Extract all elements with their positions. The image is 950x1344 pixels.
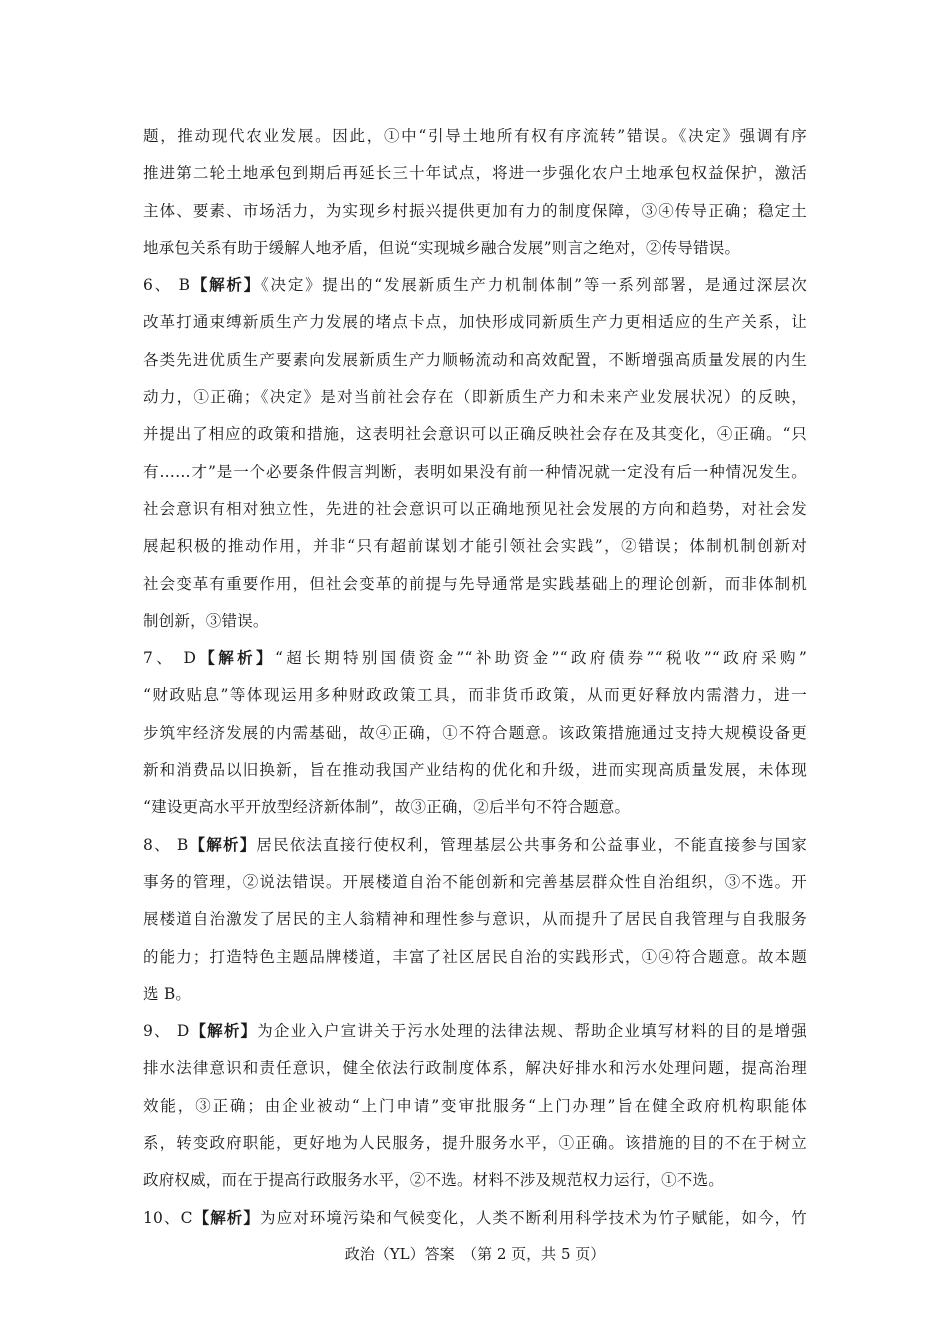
text-line: 排水法律意识和责任意识，健全依法行政制度体系，解决好排水和污水处理问题，提高治理 [143,1059,807,1078]
text-line: 选 B。 [143,984,192,1003]
text-line: 推进第二轮土地承包到期后再延长三十年试点，将进一步强化农户土地承包权益保护，激活 [143,164,807,183]
text-line: 居民依法直接行使权利，管理基层公共事务和公益事业，不能直接参与国家 [256,835,807,854]
analysis-tag: 【解析】 [190,276,261,295]
text-line: 各类先进优质生产要素向发展新质生产力顺畅流动和高效配置，不断增强高质量发展的内生 [143,350,807,369]
analysis-tag: 【解析】 [196,649,275,668]
text-line: 改革打通束缚新质生产力发展的堵点卡点，加快形成同新质生产力更相适应的生产关系，让 [143,313,807,332]
text-line: 《决定》提出的“发展新质生产力机制体制”等一系列部署，是通过深层次 [261,276,807,295]
question-number: 10、C [143,1208,193,1227]
text-line: 题，推动现代农业发展。因此，①中“引导土地所有权有序流转”错误。《决定》强调有序 [143,127,807,145]
question-number: 9、 D [143,1022,190,1041]
text-line: 动力，①正确；《决定》是对当前社会存在（即新质生产力和未来产业发展状况）的反映， [143,388,807,407]
text-line: 主体、要素、市场活力，为实现乡村振兴提供更加有力的制度保障，③④传导正确；稳定土 [143,201,807,220]
answer-body [143,118,807,1237]
text-line: 系，转变政府职能，更好地为人民服务，提升服务水平，①正确。该措施的目的不在于树立 [143,1134,807,1153]
analysis-tag: 【解析】 [188,835,257,854]
text-line: 地承包关系有助于缓解人地矛盾，但说“实现城乡融合发展”则言之绝对，②传导错误。 [143,238,741,257]
text-line: “财政贴息”等体现运用多种财政政策工具，而非货币政策，从而更好释放内需潜力，进一 [143,686,807,705]
question-7-header [143,640,807,677]
page-footer: 政治（YL）答案 （第 2 页，共 5 页） [344,1245,606,1263]
text-line: 的能力；打造特色主题品牌楼道，丰富了社区居民自治的实践形式，①④符合题意。故本题 [143,947,807,966]
text-line: 展起积极的推动作用，并非“只有超前谋划才能引领社会实践”，②错误；体制机制创新对 [143,537,807,556]
text-line: 为企业入户宣讲关于污水处理的法律法规、帮助企业填写材料的目的是增强 [257,1022,807,1041]
text-line: 制创新，③错误。 [143,611,269,630]
question-8-header [143,827,807,864]
text-line: 事务的管理，②说法错误。开展楼道自治不能创新和完善基层群众性自治组织，③不选。开 [143,872,807,891]
analysis-tag: 【解析】 [189,1022,258,1041]
text-line: 政府权威，而在于提高行政服务水平，②不选。材料不涉及规范权力运行，①不选。 [143,1171,724,1190]
question-6-header [143,267,807,304]
question-number: 7、 D [143,649,197,668]
text-line: “超长期特别国债资金”“补助资金”“政府债券”“税收”“政府采购” [274,649,807,668]
question-9-header [143,1013,807,1050]
text-line: 步筑牢经济发展的内需基础，故④正确，①不符合题意。该政策措施通过支持大规模设备更 [143,723,807,742]
text-line: 并提出了相应的政策和措施，这表明社会意识可以正确反映社会存在及其变化，④正确。“只 [143,425,807,444]
text-line: 展楼道自治激发了居民的主人翁精神和理性参与意识，从而提升了居民自我管理与自我服务 [143,910,807,929]
text-line: 效能，③正确；由企业被动“上门申请”变审批服务“上门办理”旨在健全政府机构职能体 [143,1096,807,1115]
question-number: 6、 B [143,276,191,295]
text-line: 为应对环境污染和气候变化，人类不断利用科学技术为竹子赋能，如今，竹 [260,1208,807,1227]
text-line: 社会意识有相对独立性，先进的社会意识可以正确地预见社会发展的方向和趋势，对社会发 [143,499,807,518]
question-10-header [143,1200,807,1237]
text-line: 有……才”是一个必要条件假言判断，表明如果没有前一种情况就一定没有后一种情况发生。 [143,462,807,481]
text-line: 社会变革有重要作用，但社会变革的前提与先导通常是实践基础上的理论创新，而非体制机 [143,574,807,593]
text-line: 新和消费品以旧换新，旨在推动我国产业结构的优化和升级，进而实现高质量发展，未体现 [143,761,807,780]
analysis-tag: 【解析】 [192,1208,260,1227]
question-number: 8、 B [143,835,189,854]
text-line: “建设更高水平开放型经济新体制”，故③正确，②后半句不符合题意。 [143,798,631,817]
